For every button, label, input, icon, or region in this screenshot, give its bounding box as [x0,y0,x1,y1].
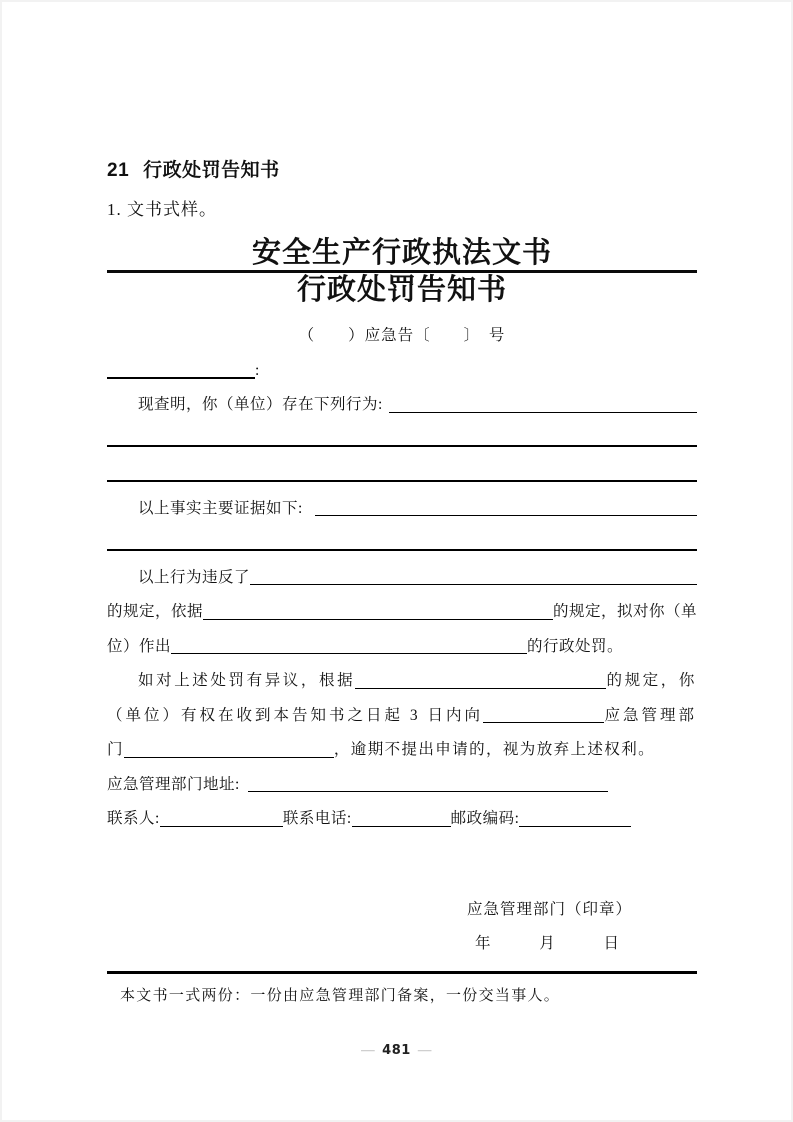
date-month-label: 月 [539,934,555,952]
paragraph-found-behavior [107,388,697,423]
date-year-label: 年 [475,934,491,952]
writing-line [107,423,697,458]
legal-basis-blank-field [203,595,553,630]
page-number-value: 481 [382,1043,411,1058]
paragraph-objection [107,664,697,699]
rights-blank-field [483,699,604,734]
footer-separator-rule [107,971,697,974]
paragraph-deadline [107,733,697,768]
section-title: 行政处罚告知书 [143,160,280,181]
document-number-line: （ ）应急告〔 〕 号 [298,327,506,344]
address-label: 应急管理部门地址: [107,775,240,793]
violation-blank-field [250,561,697,596]
writing-line [107,457,697,492]
evidence-label: 以上事实主要证据如下: [138,499,303,517]
phone-label: 联系电话: [282,810,352,827]
paragraph-violation [107,561,697,596]
deadline-blank-field [124,733,334,768]
penalty-blank-field [171,630,527,665]
signature-org-label: 应急管理部门（印章） [467,900,633,918]
contact-blank-field [160,802,283,837]
phone-blank-field [352,802,451,837]
evidence-blank-field [315,492,697,527]
address-line [107,768,697,803]
contact-label: 联系人: [107,810,160,827]
paragraph-evidence [107,492,697,527]
section-number: 21 [107,160,130,181]
footer-note: 本文书一式两份：一份由应急管理部门备案，一份交当事人。 [120,987,561,1004]
deadline-post-label: ，逾期不提出申请的，视为放弃上述权利。 [333,741,656,758]
section-heading [107,159,697,183]
address-blank-field [248,768,608,803]
subsection-label: 1. 文书式样。 [107,200,217,219]
legal-basis-pre-label: 的规定，依据 [107,603,204,620]
contact-line [107,802,697,837]
deadline-pre-label: 门 [107,741,124,758]
legal-basis-post-label: 的规定，拟对你（单 [552,603,697,620]
page-number-dash-right: — [417,1042,432,1057]
paragraph-legal-basis [107,595,697,630]
found-behavior-blank-field [389,388,697,423]
penalty-pre-label: 位）作出 [107,637,172,655]
page-content [107,2,697,1008]
postal-label: 邮政编码: [450,810,520,827]
addressee-blank-field [107,353,255,388]
found-behavior-label: 现查明，你（单位）存在下列行为: [138,396,383,413]
objection-blank-field [355,664,606,699]
signature-block [467,893,633,961]
document-title: 行政处罚告知书 [296,274,507,306]
objection-pre-label: 如对上述处罚有异议，根据 [138,672,356,689]
letterhead-title: 安全生产行政执法文书 [251,237,552,269]
addressee-colon: : [255,361,260,379]
rights-post-label: 应急管理部 [604,706,697,724]
postal-blank-field [519,802,631,837]
paragraph-penalty [107,630,697,665]
addressee-line [107,353,697,388]
penalty-post-label: 的行政处罚。 [527,637,624,655]
date-day-label: 日 [603,934,619,952]
violation-label: 以上行为违反了 [138,568,251,586]
signature-date-line [467,927,627,961]
page-number [2,1042,791,1058]
rights-pre-label: （单位）有权在收到本告知书之日起 3 日内向 [107,706,484,724]
page-number-dash-left: — [361,1042,376,1057]
objection-post-label: 的规定，你 [606,672,697,689]
writing-line [107,526,697,561]
paragraph-rights [107,699,697,734]
